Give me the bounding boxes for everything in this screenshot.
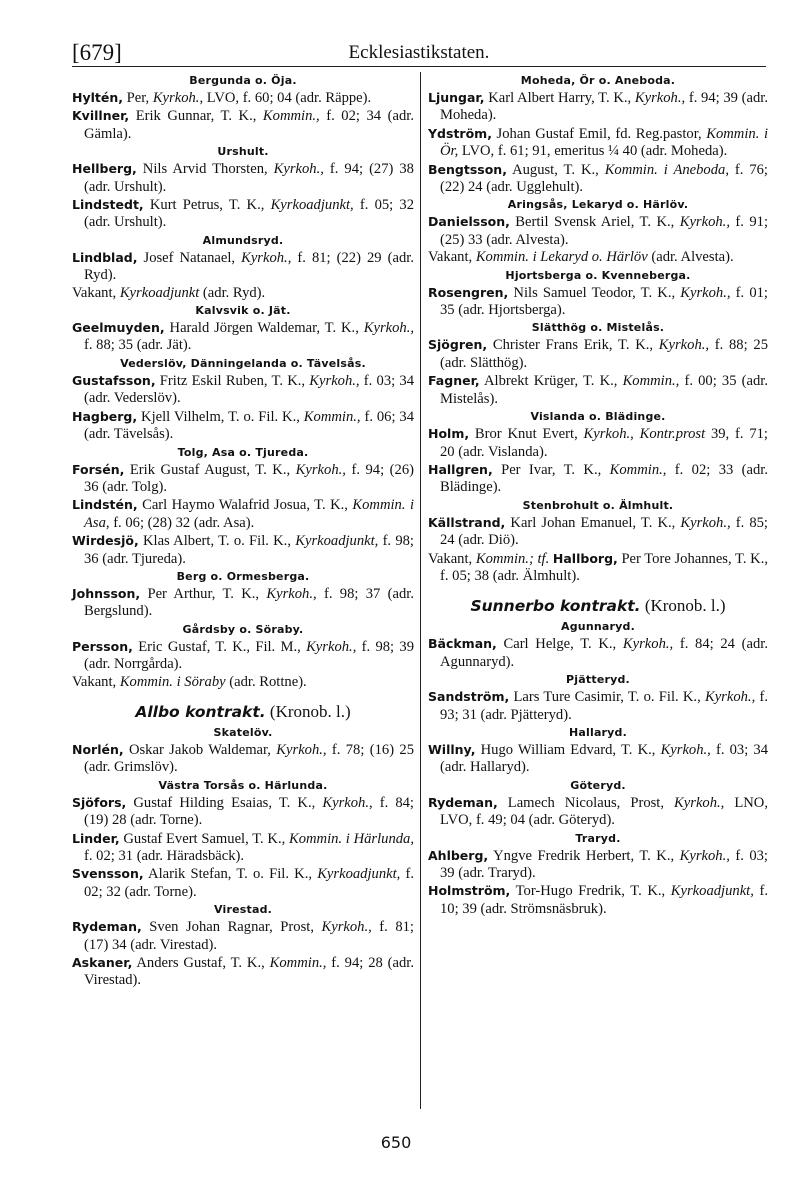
clergy-title: Kommin. i Lekaryd o. Härlöv	[475, 249, 648, 266]
clergy-name: Lindblad,	[72, 249, 138, 265]
clergy-details: f. 98; 39 (adr. Norrgårda).	[84, 638, 414, 673]
clergy-title: Kyrkoh.,	[321, 919, 372, 936]
parish-heading: Vederslöv, Dänningelanda o. Tävelsås.	[120, 356, 366, 370]
clergy-details: f. 10; 39 (adr. Strömsnäsbruk).	[440, 883, 768, 917]
clergy-name: Rydeman,	[72, 919, 142, 935]
clergy-name: Hallborg,	[552, 550, 618, 566]
clergy-title: Kyrkoh.,	[306, 638, 357, 655]
clergy-name: Källstrand,	[428, 514, 506, 530]
parish-heading: Tolg, Asa o. Tjureda.	[177, 445, 309, 459]
clergy-name: Sjöfors,	[72, 794, 127, 810]
clergy-entry	[72, 496, 414, 532]
kontrakt-heading	[72, 702, 414, 722]
clergy-name: Persson,	[72, 638, 133, 654]
clergy-name: Ljungar,	[428, 90, 485, 105]
clergy-details: (adr. Rottne).	[225, 673, 307, 690]
clergy-details: Albrekt Krüger, T. K.,	[479, 373, 623, 390]
clergy-title: Kommin. i Asa,	[84, 497, 414, 531]
left-column	[72, 72, 414, 990]
clergy-details: f. 76; (22) 24 (adr. Ugglehult).	[440, 161, 768, 196]
clergy-name: Linder,	[72, 830, 120, 846]
clergy-entry	[72, 107, 414, 143]
clergy-details: Karl Johan Emanuel, T. K.,	[505, 514, 681, 531]
clergy-title: Kyrkoh.,	[660, 741, 711, 758]
clergy-title: Kommin. i Ör,	[440, 125, 768, 160]
clergy-title: Kommin.,	[262, 108, 320, 125]
clergy-name: Willny,	[428, 741, 476, 757]
clergy-title: Kyrkoh.,	[266, 585, 317, 602]
clergy-title: Kyrkoh.,	[295, 461, 346, 478]
clergy-details: f. 91; (25) 33 (adr. Alvesta).	[440, 214, 768, 248]
clergy-title: Kyrkoh.,	[704, 689, 756, 706]
clergy-title: Kyrkoh.,	[680, 514, 731, 531]
kontrakt-county: (Kronob. l.)	[265, 701, 351, 721]
clergy-title: Kyrkoh.,	[658, 337, 710, 354]
clergy-details: f. 03; 34 (adr. Vederslöv).	[84, 372, 414, 407]
parish-heading: Berg o. Ormesberga.	[176, 569, 310, 583]
clergy-name: Kvillner,	[72, 108, 130, 124]
parish-heading: Vislanda o. Blädinge.	[530, 410, 666, 424]
clergy-entry	[72, 954, 414, 990]
clergy-details: f. 88; 35 (adr. Jät).	[84, 337, 192, 354]
clergy-title: Kommin.; tf.	[475, 550, 550, 567]
kontrakt-county: (Kronob. l.)	[640, 596, 726, 616]
clergy-entry	[72, 794, 414, 830]
parish-heading: Moheda, Ör o. Aneboda.	[520, 74, 676, 87]
clergy-title: Kyrkoh.,	[273, 161, 324, 178]
clergy-details: f. 94; (27) 38 (adr. Urshult).	[84, 161, 414, 195]
clergy-entry	[72, 585, 414, 621]
clergy-details: Kjell Vilhelm, T. o. Fil. K.,	[137, 408, 304, 425]
clergy-details: f. 02; 31 (adr. Häradsbäck).	[84, 848, 245, 864]
clergy-details: (adr. Ryd).	[199, 284, 266, 301]
parish-heading: Skatelöv.	[213, 725, 273, 739]
clergy-details: Per Ivar, T. K.,	[492, 461, 610, 478]
clergy-title: Kyrkoh.,	[363, 320, 414, 337]
clergy-title: Kommin. i Härlunda,	[288, 830, 414, 847]
clergy-details: Gustaf Evert Samuel, T. K.,	[119, 830, 289, 847]
clergy-entry	[428, 741, 768, 777]
clergy-entry	[428, 550, 768, 586]
parish-heading: Västra Torsås o. Härlunda.	[158, 778, 328, 792]
clergy-entry	[428, 882, 768, 918]
parish-heading: Agunnaryd.	[561, 620, 635, 634]
clergy-name: Sjögren,	[428, 337, 488, 353]
clergy-details: f. 02; 32 (adr. Torne).	[84, 866, 414, 900]
clergy-details: LNO, LVO, f. 49; 04 (adr. Göteryd).	[440, 794, 768, 829]
clergy-details: Gustaf Hilding Esaias, T. K.,	[126, 794, 323, 811]
clergy-entry	[428, 89, 768, 125]
clergy-details: f. 05; 32 (adr. Urshult).	[84, 197, 414, 231]
clergy-title: Kyrkoh.,	[241, 249, 292, 266]
clergy-name: Svensson,	[72, 866, 144, 882]
clergy-title: Kyrkoh.,	[679, 214, 730, 231]
clergy-entry	[72, 196, 414, 232]
clergy-details: f. 02; 33 (adr. Blädinge).	[440, 461, 768, 496]
clergy-name: Johnsson,	[72, 585, 141, 601]
clergy-entry	[428, 794, 768, 830]
clergy-name: Hallgren,	[428, 461, 493, 477]
clergy-details: f. 06; 34 (adr. Tävelsås).	[84, 408, 414, 443]
clergy-entry	[428, 514, 768, 550]
clergy-title: Kyrkoh.,	[276, 741, 327, 758]
clergy-name: Holm,	[428, 426, 470, 442]
clergy-entry	[428, 425, 768, 461]
parish-heading: Göteryd.	[570, 778, 626, 792]
clergy-details: Klas Albert, T. o. Fil. K.,	[138, 533, 296, 550]
clergy-name: Ahlberg,	[428, 847, 489, 863]
clergy-details: Sven Johan Ragnar, Prost,	[141, 919, 322, 936]
page-title: Ecklesiastikstaten.	[348, 42, 490, 63]
parish-heading: Slätthög o. Mistelås.	[531, 321, 665, 335]
clergy-title: Kommin.,	[303, 408, 361, 425]
clergy-details: Karl Albert Harry, T. K.,	[484, 90, 635, 106]
clergy-entry	[72, 89, 414, 107]
clergy-name: Bäckman,	[428, 636, 497, 652]
parish-heading: Hallaryd.	[568, 725, 628, 739]
clergy-details: 39, f. 71; 20 (adr. Vislanda).	[440, 426, 768, 460]
page-header	[72, 40, 766, 68]
clergy-entry	[72, 249, 414, 285]
clergy-entry	[72, 741, 414, 777]
parish-heading: Almundsryd.	[202, 233, 284, 247]
page-number: 650	[380, 1133, 412, 1152]
clergy-name: Lindstedt,	[72, 197, 144, 213]
clergy-name: Hyltén,	[72, 90, 123, 105]
clergy-details: Johan Gustaf Emil, fd. Reg.pastor,	[491, 125, 707, 142]
kontrakt-name: Allbo kontrakt.	[135, 702, 266, 721]
clergy-details: Lamech Nicolaus, Prost,	[497, 794, 675, 811]
parish-heading: Bergunda o. Öja.	[189, 74, 297, 87]
page-reference: [679]	[72, 40, 122, 65]
clergy-details: f. 93; 31 (adr. Pjätteryd).	[440, 689, 768, 723]
header-rule	[72, 66, 766, 67]
clergy-title: Kyrkoadjunkt	[119, 284, 200, 301]
kontrakt-name: Sunnerbo kontrakt.	[470, 597, 641, 616]
clergy-entry	[72, 918, 414, 954]
clergy-details: Nils Arvid Thorsten,	[136, 161, 274, 178]
clergy-details: f. 01; 35 (adr. Hjortsberga).	[440, 284, 768, 319]
clergy-details: f. 06; (28) 32 (adr. Asa).	[109, 514, 255, 531]
clergy-details: LVO, f. 60; 04 (adr. Räppe).	[203, 90, 372, 106]
clergy-entry	[428, 336, 768, 372]
clergy-title: Kyrkoh.,	[152, 90, 204, 106]
clergy-details: f. 78; (16) 25 (adr. Grimslöv).	[84, 741, 414, 776]
parish-heading: Aringsås, Lekaryd o. Härlöv.	[507, 198, 689, 212]
clergy-details: Hugo William Edvard, T. K.,	[475, 741, 661, 758]
clergy-details: Harald Jörgen Waldemar, T. K.,	[164, 320, 364, 337]
clergy-name: Rydeman,	[428, 794, 498, 810]
clergy-details: f. 98; 36 (adr. Tjureda).	[84, 533, 414, 567]
clergy-name: Holmström,	[428, 883, 511, 899]
clergy-name: Bengtsson,	[428, 161, 507, 177]
clergy-entry	[428, 125, 768, 161]
clergy-details: Carl Helge, T. K.,	[496, 636, 623, 653]
clergy-entry	[428, 461, 768, 497]
clergy-title: Kyrkoh.,	[679, 847, 730, 864]
clergy-details: August, T. K.,	[506, 161, 605, 178]
right-column	[428, 72, 768, 918]
clergy-title: Kyrkoadjunkt,	[270, 197, 354, 214]
clergy-title: Kyrkoadjunkt,	[670, 883, 754, 900]
clergy-details: Tor-Hugo Fredrik, T. K.,	[510, 883, 671, 900]
clergy-details: f. 88; 25 (adr. Slätthög).	[440, 337, 768, 371]
clergy-details: Lars Ture Casimir, T. o. Fil. K.,	[509, 689, 705, 706]
clergy-details: Christer Frans Erik, T. K.,	[487, 337, 659, 354]
clergy-details: Erik Gustaf August, T. K.,	[124, 461, 296, 478]
clergy-details: f. 85; 24 (adr. Diö).	[440, 514, 768, 549]
parish-heading: Stenbrohult o. Älmhult.	[522, 498, 674, 512]
clergy-name: Askaner,	[72, 955, 133, 971]
clergy-name: Hagberg,	[72, 408, 138, 424]
parish-heading: Pjätteryd.	[566, 673, 630, 687]
clergy-entry	[428, 284, 768, 320]
clergy-details: Per,	[123, 90, 153, 106]
clergy-entry	[72, 319, 414, 355]
parish-heading: Gårdsby o. Söraby.	[182, 622, 304, 636]
parish-heading: Traryd.	[575, 831, 621, 845]
clergy-entry	[428, 161, 768, 197]
clergy-name: Lindstén,	[72, 497, 138, 513]
clergy-title: Kyrkoh.,	[634, 90, 686, 106]
clergy-details: f. 02; 34 (adr. Gämla).	[84, 108, 414, 142]
clergy-entry	[72, 532, 414, 568]
clergy-details: Bror Knut Evert,	[469, 426, 584, 443]
clergy-details: f. 84; (19) 28 (adr. Torne).	[84, 794, 414, 829]
clergy-details: Alarik Stefan, T. o. Fil. K.,	[143, 866, 318, 883]
clergy-name: Norlén,	[72, 741, 124, 757]
clergy-details: f. 81; (17) 34 (adr. Virestad).	[84, 919, 414, 953]
clergy-name: Ydström,	[428, 125, 492, 141]
clergy-details: Nils Samuel Teodor, T. K.,	[508, 284, 681, 301]
clergy-name: Geelmuyden,	[72, 320, 165, 336]
clergy-details: Bertil Svensk Ariel, T. K.,	[509, 214, 680, 231]
clergy-details: Josef Natanael,	[137, 249, 242, 266]
clergy-entry	[72, 372, 414, 408]
clergy-details: f. 98; 37 (adr. Bergslund).	[84, 585, 414, 620]
clergy-entry	[428, 847, 768, 883]
clergy-title: Kyrkoh.,	[622, 636, 674, 653]
clergy-details: Vakant,	[72, 673, 120, 690]
parish-heading: Virestad.	[213, 903, 273, 917]
clergy-title: Kyrkoh., Kontr.prost	[583, 426, 706, 443]
clergy-entry	[72, 865, 414, 901]
column-divider	[420, 72, 421, 1109]
clergy-entry	[72, 638, 414, 674]
clergy-details: f. 03; 34 (adr. Hallaryd).	[440, 741, 768, 776]
clergy-details: Kurt Petrus, T. K.,	[143, 197, 271, 214]
clergy-entry	[72, 461, 414, 497]
clergy-details: Yngve Fredrik Herbert, T. K.,	[488, 847, 680, 864]
clergy-title: Kyrkoh.,	[322, 794, 373, 811]
clergy-details: Erik Gunnar, T. K.,	[129, 108, 263, 125]
clergy-title: Kommin.,	[269, 955, 327, 972]
clergy-title: Kommin. i Aneboda,	[604, 161, 729, 178]
parish-heading: Hjortsberga o. Kvenneberga.	[505, 268, 691, 282]
clergy-details: Per Tore Johannes, T. K., f. 05; 38 (adr. Älmhult).	[440, 550, 769, 584]
clergy-details: (adr. Alvesta).	[647, 249, 734, 266]
clergy-details: Vakant,	[72, 284, 120, 301]
clergy-entry	[428, 372, 768, 408]
clergy-details: LVO, f. 61; 91, emeritus ¼ 40 (adr. Moheda).	[458, 143, 728, 160]
clergy-name: Forsén,	[72, 461, 125, 477]
clergy-title: Kommin.,	[609, 461, 667, 478]
clergy-entry	[72, 830, 414, 866]
clergy-details: Anders Gustaf, T. K.,	[132, 955, 270, 972]
clergy-details: Vakant,	[428, 550, 476, 567]
clergy-title: Kyrkoadjunkt,	[317, 866, 401, 883]
clergy-details: Eric Gustaf, T. K., Fil. M.,	[132, 638, 307, 655]
clergy-details: f. 81; (22) 29 (adr. Ryd).	[84, 249, 414, 284]
clergy-title: Kyrkoh.,	[674, 794, 725, 811]
clergy-name: Fagner,	[428, 373, 480, 389]
clergy-details: f. 03; 39 (adr. Traryd).	[440, 847, 768, 881]
clergy-details: Oskar Jakob Waldemar,	[123, 741, 277, 758]
clergy-title: Kommin.,	[622, 373, 680, 390]
clergy-details: f. 94; 28 (adr. Virestad).	[84, 955, 414, 989]
clergy-name: Sandström,	[428, 689, 510, 705]
clergy-entry	[428, 688, 768, 724]
clergy-entry	[72, 160, 414, 196]
kontrakt-heading	[428, 596, 768, 616]
parish-heading: Urshult.	[217, 145, 269, 159]
clergy-entry	[428, 635, 768, 671]
clergy-title: Kyrkoh.,	[309, 372, 360, 389]
clergy-details: f. 84; 24 (adr. Agunnaryd).	[440, 636, 768, 670]
clergy-details: Carl Haymo Walafrid Josua, T. K.,	[137, 497, 353, 514]
clergy-name: Danielsson,	[428, 214, 510, 230]
clergy-entry	[428, 213, 768, 249]
parish-heading: Kalvsvik o. Jät.	[195, 304, 291, 318]
clergy-entry	[72, 674, 414, 691]
clergy-name: Wirdesjö,	[72, 533, 139, 549]
clergy-details: Fritz Eskil Ruben, T. K.,	[155, 372, 310, 389]
clergy-details: f. 00; 35 (adr. Mistelås).	[440, 373, 768, 407]
clergy-entry	[428, 249, 768, 266]
clergy-details: Vakant,	[428, 249, 476, 266]
clergy-title: Kommin. i Söraby	[119, 673, 226, 690]
clergy-entry	[72, 408, 414, 444]
clergy-title: Kyrkoh.,	[680, 284, 731, 301]
clergy-name: Hellberg,	[72, 161, 137, 177]
clergy-details: f. 94; 39 (adr. Moheda).	[440, 90, 768, 124]
clergy-entry	[72, 285, 414, 302]
clergy-title: Kyrkoadjunkt,	[295, 533, 379, 550]
clergy-details: f. 94; (26) 36 (adr. Tolg).	[84, 461, 414, 495]
clergy-details: Per Arthur, T. K.,	[140, 585, 267, 602]
clergy-name: Rosengren,	[428, 284, 509, 300]
clergy-name: Gustafsson,	[72, 372, 156, 388]
